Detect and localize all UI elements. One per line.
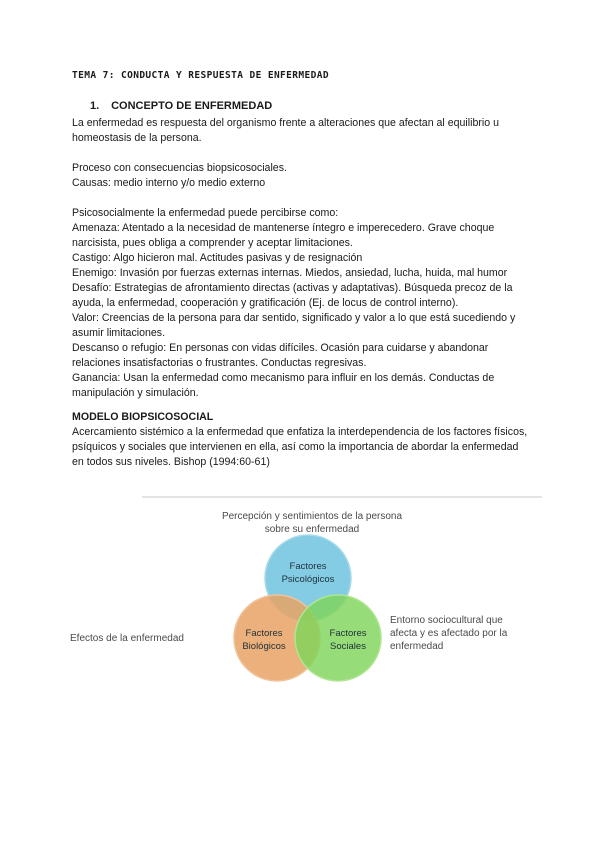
label-psychological: Factores Psicológicos	[281, 561, 335, 585]
item-valor: Valor: Creencias de la persona para dar sentido, significado y valor a lo que está sucediendo y asumir limitaciones.	[72, 312, 516, 339]
definition-paragraph: La enfermedad es respuesta del organismo frente a alteraciones que afectan al equilibrio u homeostasis de la persona.	[72, 117, 499, 144]
section1-body	[72, 116, 532, 470]
item-desafio: Desafío: Estrategias de afrontamiento directas (activas y adaptativas). Búsqueda precoz de la ayuda, la enfermedad, cooperación y gratificación (Ej. de locus de control interno).	[72, 282, 513, 309]
section1-heading	[90, 100, 272, 112]
item-ganancia: Ganancia: Usan la enfermedad como mecanismo para influir en los demás. Conductas de manipulación y simulación.	[72, 372, 495, 399]
section1-heading-text: CONCEPTO DE ENFERMEDAD	[111, 100, 273, 112]
item-enemigo: Enemigo: Invasión por fuerzas externas internas. Miedos, ansiedad, lucha, huida, mal humor	[72, 267, 508, 279]
section2-paragraph: Acercamiento sistémico a la enfermedad que enfatiza la interdependencia de los factores físicos, psíquicos y sociales que intervienen en ella, así como la importancia de abordar la enfermedad en todos sus niveles. Bishop (1994:60-61)	[72, 426, 528, 468]
label-biological: Factores Biológicos	[242, 628, 286, 652]
label-perception: Percepción y sentimientos de la persona sobre su enfermedad	[221, 511, 403, 535]
section1-number: 1.	[90, 100, 100, 112]
document-title: TEMA 7: CONDUCTA Y RESPUESTA DE ENFERMEDAD	[72, 70, 330, 81]
causes-line: Causas: medio interno y/o medio externo	[72, 177, 266, 189]
item-descanso: Descanso o refugio: En personas con vidas difíciles. Ocasión para cuidarse y abandonar relaciones insatisfactorias o frustrantes. Conductas regresivas.	[72, 342, 489, 369]
item-castigo: Castigo: Algo hicieron mal. Actitudes pasivas y de resignación	[72, 252, 363, 264]
biopsychosocial-diagram	[62, 490, 542, 690]
process-line: Proceso con consecuencias biopsicosociales.	[72, 162, 287, 174]
item-amenaza: Amenaza: Atentado a la necesidad de mantenerse íntegro e imperecedero. Grave choque narcisista, pues obliga a comprender y aceptar limitaciones.	[72, 222, 495, 249]
label-environment: Entorno sociocultural que afecta y es afectado por la enfermedad	[390, 615, 508, 652]
section2-heading: MODELO BIOPSICOSOCIAL	[72, 411, 214, 423]
perception-intro: Psicosocialmente la enfermedad puede percibirse como:	[72, 207, 339, 219]
label-effects: Efectos de la enfermedad	[70, 633, 184, 644]
label-social: Factores Sociales	[329, 628, 367, 652]
